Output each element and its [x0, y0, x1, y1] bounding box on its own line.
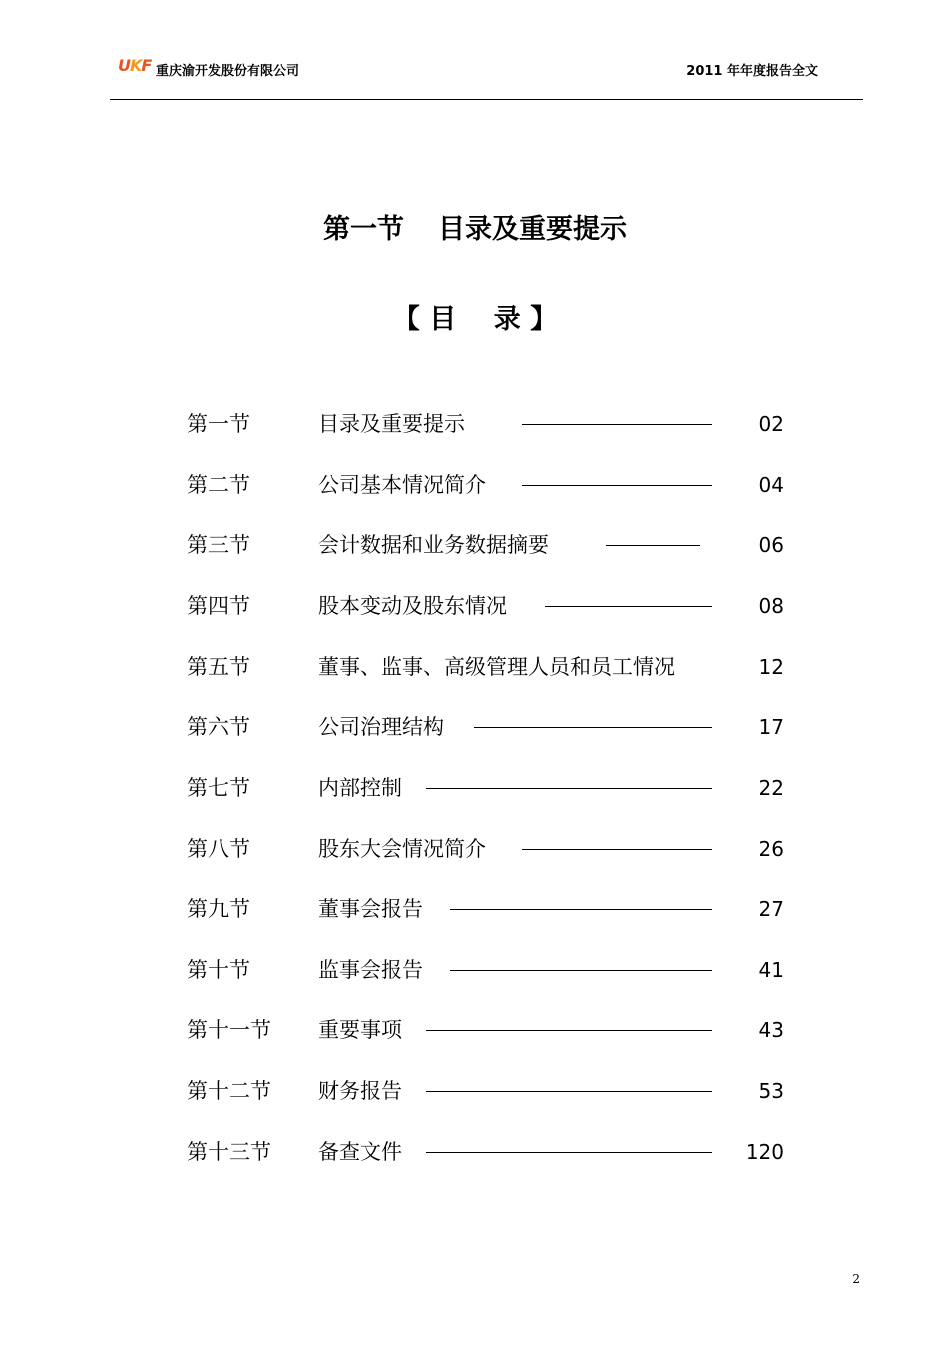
toc-section: 第八节 — [187, 837, 250, 861]
toc-page: 26 — [758, 837, 784, 861]
toc-page: 41 — [758, 958, 784, 982]
toc-leader-line — [522, 849, 712, 850]
toc-leader-line — [522, 485, 712, 486]
toc-page: 43 — [758, 1018, 784, 1042]
toc-section: 第四节 — [187, 594, 250, 618]
company-name: 重庆渝开发股份有限公司 — [156, 64, 300, 79]
company-logo: UKF — [118, 56, 152, 75]
toc-leader-line — [606, 545, 700, 546]
toc-page: 53 — [758, 1079, 784, 1103]
toc-title: 重要事项 — [318, 1018, 402, 1042]
toc-page: 27 — [758, 897, 784, 921]
toc-section: 第一节 — [187, 412, 250, 436]
toc-title: 股本变动及股东情况 — [318, 594, 507, 618]
toc-section: 第十一节 — [187, 1018, 271, 1042]
toc-leader-line — [545, 606, 712, 607]
toc-title: 会计数据和业务数据摘要 — [318, 533, 549, 557]
section-title — [0, 212, 950, 248]
toc-section: 第三节 — [187, 533, 250, 557]
toc-entry[interactable] — [0, 1076, 950, 1106]
toc-title: 财务报告 — [318, 1079, 402, 1103]
toc-page: 04 — [758, 473, 784, 497]
toc-heading: 【 目 录 】 — [392, 304, 558, 335]
toc-title: 董事、监事、高级管理人员和员工情况 — [318, 655, 675, 679]
toc-entry[interactable] — [0, 1137, 950, 1167]
page-number: 2 — [852, 1272, 860, 1286]
toc-leader-line — [522, 424, 712, 425]
report-title: 2011 年年度报告全文 — [686, 64, 818, 79]
toc-page: 22 — [758, 776, 784, 800]
toc-entry[interactable] — [0, 955, 950, 985]
header-divider — [110, 99, 863, 100]
toc-page: 12 — [758, 655, 784, 679]
toc-section: 第十二节 — [187, 1079, 271, 1103]
toc-leader-line — [426, 1030, 712, 1031]
toc-entry[interactable] — [0, 409, 950, 439]
toc-title: 内部控制 — [318, 776, 402, 800]
toc-page: 17 — [758, 715, 784, 739]
toc-title: 监事会报告 — [318, 958, 423, 982]
toc-section: 第二节 — [187, 473, 250, 497]
toc-leader-line — [426, 1152, 712, 1153]
toc-leader-line — [474, 727, 712, 728]
toc-title: 股东大会情况简介 — [318, 837, 486, 861]
toc-entry[interactable] — [0, 652, 950, 682]
toc-entry[interactable] — [0, 470, 950, 500]
toc-title: 公司治理结构 — [318, 715, 444, 739]
toc-entry[interactable] — [0, 530, 950, 560]
toc-leader-line — [450, 909, 712, 910]
toc-page: 06 — [758, 533, 784, 557]
toc-title: 公司基本情况简介 — [318, 473, 486, 497]
toc-page: 02 — [758, 412, 784, 436]
toc-entry[interactable] — [0, 1015, 950, 1045]
page-header — [112, 58, 862, 86]
toc-section: 第五节 — [187, 655, 250, 679]
toc-title: 备查文件 — [318, 1140, 402, 1164]
toc-entry[interactable] — [0, 773, 950, 803]
toc-title: 董事会报告 — [318, 897, 423, 921]
section-title-text: 目录及重要提示 — [438, 214, 627, 245]
toc-page: 08 — [758, 594, 784, 618]
toc-entry[interactable] — [0, 834, 950, 864]
toc-entry[interactable] — [0, 894, 950, 924]
toc-leader-line — [426, 788, 712, 789]
toc-section: 第六节 — [187, 715, 250, 739]
toc-section: 第九节 — [187, 897, 250, 921]
toc-leader-line — [426, 1091, 712, 1092]
toc-section: 第七节 — [187, 776, 250, 800]
toc-entry[interactable] — [0, 712, 950, 742]
section-title-number: 第一节 — [323, 214, 404, 245]
toc-page: 120 — [745, 1140, 784, 1164]
toc-title: 目录及重要提示 — [318, 412, 465, 436]
toc-entry[interactable] — [0, 591, 950, 621]
toc-section: 第十三节 — [187, 1140, 271, 1164]
toc-section: 第十节 — [187, 958, 250, 982]
toc-leader-line — [450, 970, 712, 971]
